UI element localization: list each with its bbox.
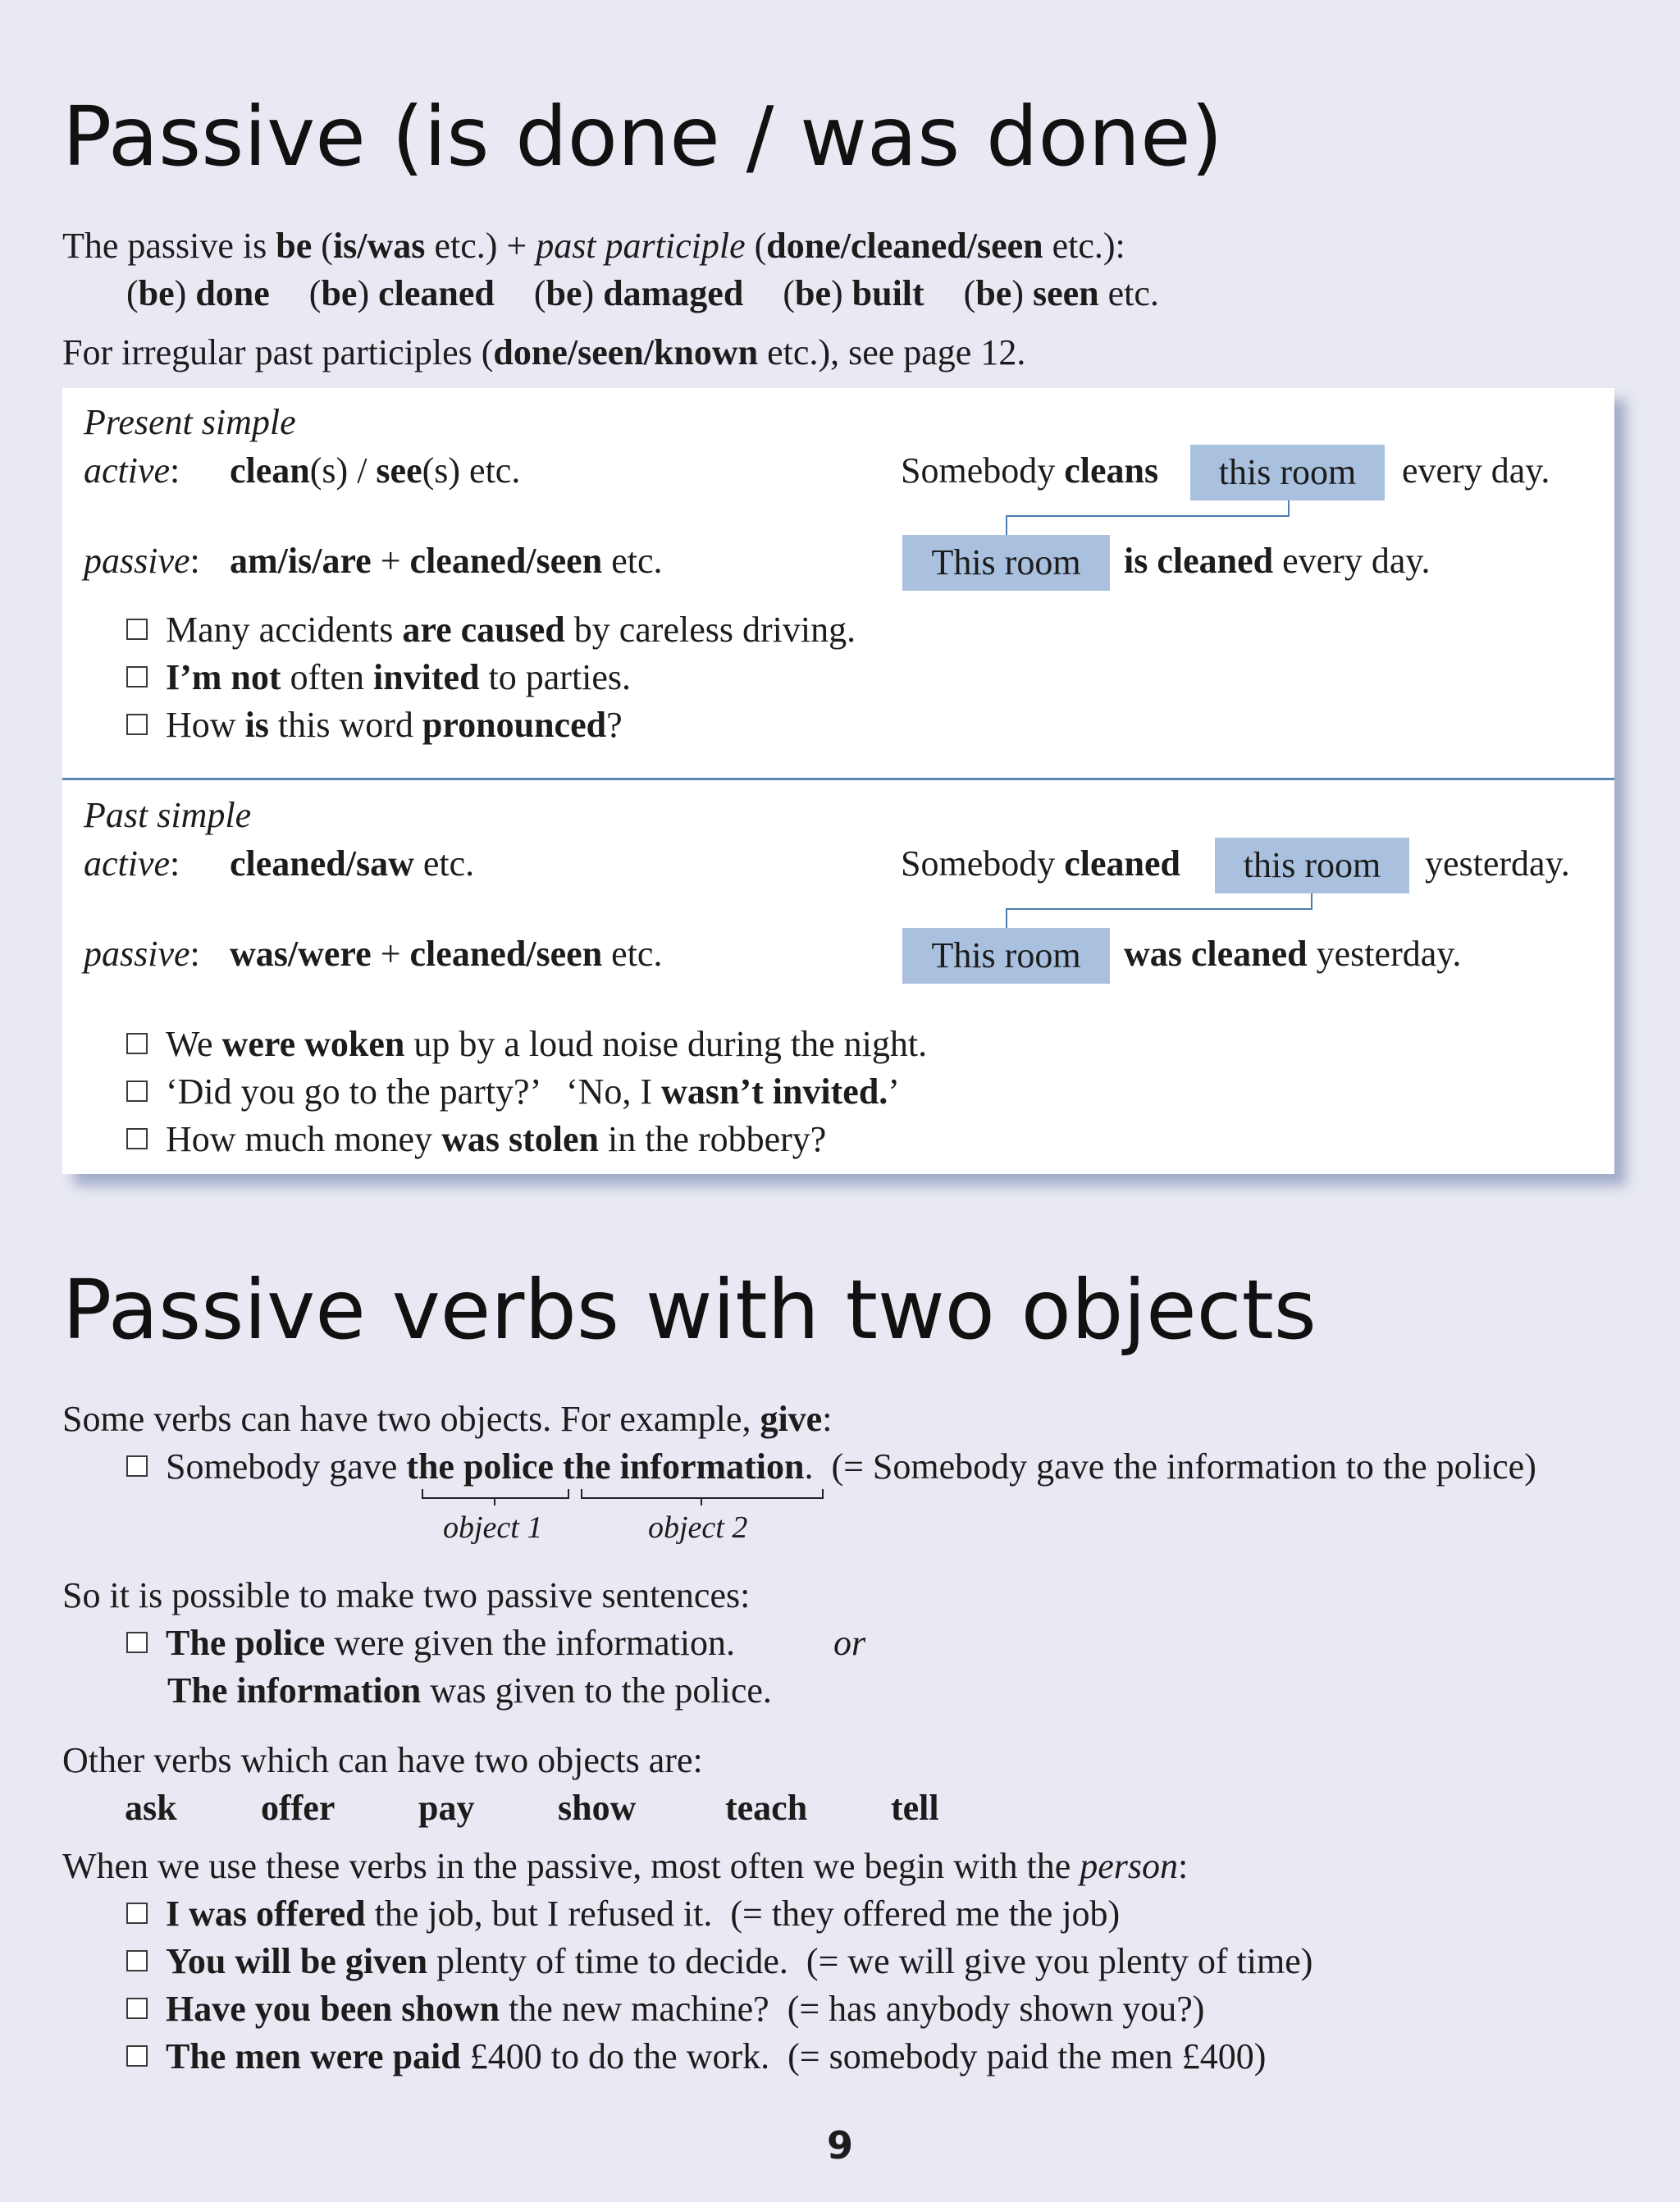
page-number: 9	[826, 2123, 853, 2168]
object2-underline	[581, 1489, 824, 1499]
present-object-highlight: this room	[1190, 445, 1385, 500]
present-active-row: active:	[84, 450, 180, 491]
section-title: Passive verbs with two objects	[62, 1262, 1317, 1358]
example-item: ‘Did you go to the party?’ ‘No, I wasn’t invited.’	[126, 1071, 900, 1113]
example-item: Many accidents are caused by careless driving.	[126, 610, 856, 651]
present-arrow-line	[1006, 515, 1290, 517]
verb-item: show	[558, 1788, 637, 1828]
checkbox-icon	[126, 1128, 148, 1149]
object1-tick	[494, 1497, 495, 1505]
example-item: The men were paid £400 to do the work. (= somebody paid the men £400)	[126, 2036, 1266, 2078]
verb-item: tell	[891, 1788, 939, 1828]
example-item: We were woken up by a loud noise during the night.	[126, 1024, 927, 1066]
form-item: (be) cleaned	[308, 273, 495, 313]
checkbox-icon	[126, 666, 148, 688]
checkbox-icon	[126, 714, 148, 735]
present-active-tail: every day.	[1402, 450, 1550, 491]
present-passive-row: passive:	[84, 541, 200, 581]
panel-divider	[62, 778, 1614, 780]
past-arrow-connector	[1311, 893, 1312, 910]
passive-forms-list: (be) done (be) cleaned (be) damaged (be) built (be) seen etc.	[126, 273, 1159, 313]
past-active-tail: yesterday.	[1425, 843, 1570, 884]
checkbox-icon	[126, 2045, 148, 2067]
section-title: Passive (is done / was done)	[62, 89, 1223, 185]
example-item: I’m not often invited to parties.	[126, 657, 631, 699]
checkbox-icon	[126, 1998, 148, 2019]
possible-text: So it is possible to make two passive sentences:	[62, 1575, 751, 1615]
past-active-form: cleaned/saw etc.	[230, 843, 475, 884]
past-arrow-line	[1006, 908, 1312, 910]
past-simple-heading: Past simple	[84, 795, 252, 835]
checkbox-icon	[126, 1080, 148, 1102]
checkbox-icon	[126, 1632, 148, 1653]
example-item: How is this word pronounced?	[126, 705, 623, 747]
past-subject-highlight: This room	[902, 928, 1110, 984]
verb-item: ask	[125, 1788, 177, 1828]
verb-item: teach	[725, 1788, 808, 1828]
checkbox-icon	[126, 1455, 148, 1477]
past-arrow-down	[1006, 908, 1007, 928]
past-active-example: Somebody cleaned	[901, 843, 1180, 884]
other-verbs-text: Other verbs which can have two objects are:	[62, 1740, 703, 1780]
present-subject-highlight: This room	[902, 535, 1110, 591]
verb-item: offer	[261, 1788, 336, 1828]
past-passive-form: was/were + cleaned/seen etc.	[230, 934, 663, 974]
present-simple-heading: Present simple	[84, 402, 296, 442]
checkbox-icon	[126, 619, 148, 640]
example-item: The police were given the information.	[126, 1623, 735, 1665]
example-item: Have you been shown the new machine? (= has anybody shown you?)	[126, 1989, 1204, 2031]
object2-label: object 2	[648, 1510, 748, 1545]
checkbox-icon	[126, 1903, 148, 1924]
checkbox-icon	[126, 1950, 148, 1971]
form-item: (be) built	[783, 273, 924, 313]
present-active-form: clean(s) / see(s) etc.	[230, 450, 521, 491]
past-passive-row: passive:	[84, 934, 200, 974]
object1-label: object 1	[443, 1510, 543, 1545]
irregular-note: For irregular past participles (done/seen/known etc.), see page 12.	[62, 332, 1026, 372]
example-item: You will be given plenty of time to decide. (= we will give you plenty of time)	[126, 1941, 1312, 1983]
example-item: I was offered the job, but I refused it. (= they offered me the job)	[126, 1894, 1120, 1935]
form-item: (be) damaged	[533, 273, 744, 313]
verb-item: pay	[418, 1788, 475, 1828]
object1-underline	[422, 1489, 569, 1499]
passive-definition: The passive is be (is/was etc.) + past participle (done/cleaned/seen etc.):	[62, 226, 1125, 266]
present-arrow-down	[1006, 515, 1007, 535]
form-item: (be) done	[126, 273, 270, 313]
example-item: How much money was stolen in the robbery?	[126, 1119, 826, 1161]
past-passive-example: was cleaned yesterday.	[1124, 934, 1462, 974]
object2-tick	[701, 1497, 702, 1505]
present-passive-example: is cleaned every day.	[1124, 541, 1431, 581]
present-active-example: Somebody cleans	[901, 450, 1159, 491]
two-objects-intro: Some verbs can have two objects. For example, give:	[62, 1399, 833, 1439]
or-label: or	[833, 1623, 866, 1663]
person-text: When we use these verbs in the passive, most often we begin with the person:	[62, 1846, 1189, 1886]
present-passive-form: am/is/are + cleaned/seen etc.	[230, 541, 663, 581]
form-item: (be) seen	[963, 273, 1099, 313]
checkbox-icon	[126, 1033, 148, 1054]
present-arrow-connector	[1288, 500, 1290, 517]
example-item: Somebody gave the police the information. (= Somebody gave the information to the police)	[126, 1446, 1536, 1488]
example-item-continued: The information was given to the police.	[167, 1670, 772, 1711]
past-object-highlight: this room	[1215, 838, 1409, 893]
past-active-row: active:	[84, 843, 180, 884]
